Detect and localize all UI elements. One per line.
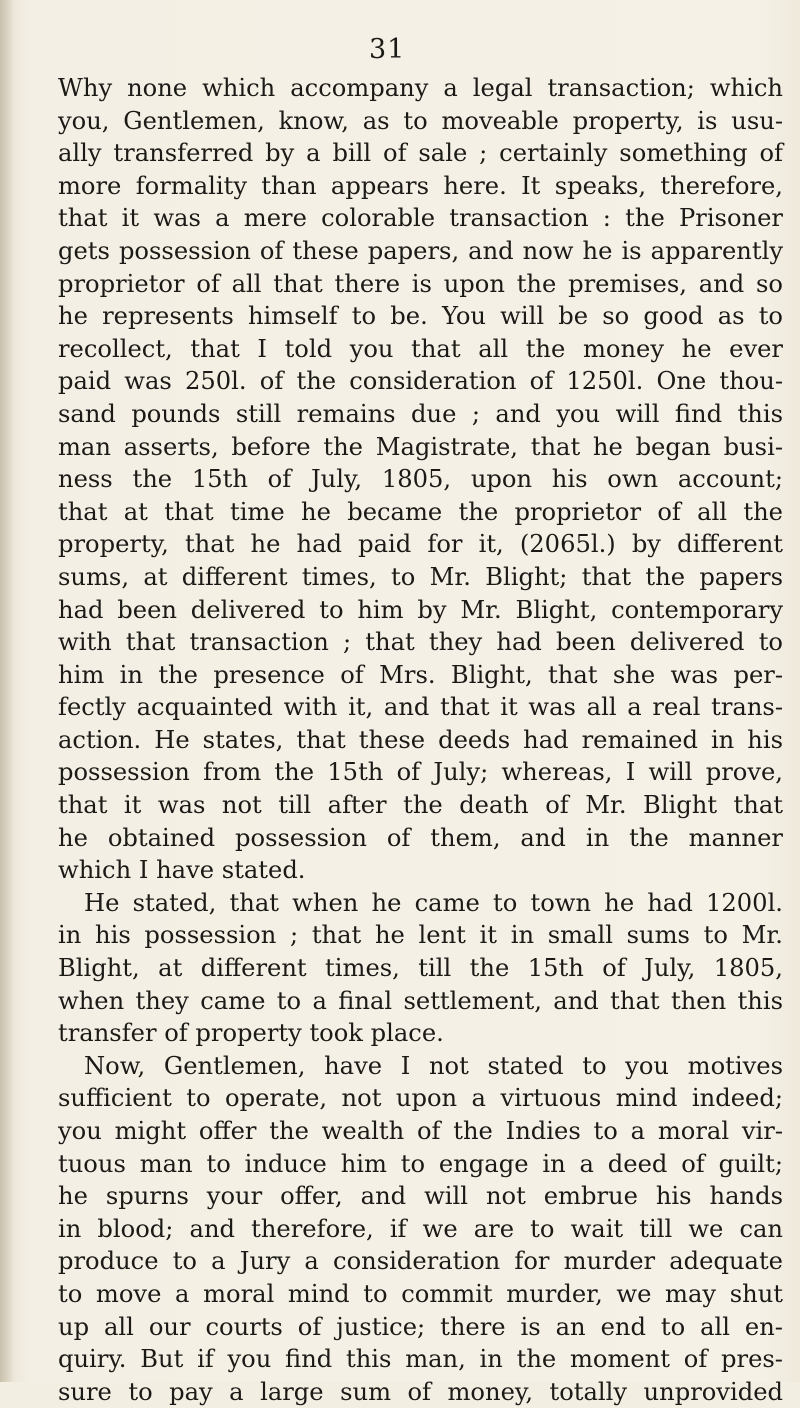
- text-line: gets possession of these papers, and now he is apparently: [58, 236, 783, 265]
- text-line: he represents himself to be. You will be so good as to: [58, 302, 783, 331]
- page-number: 31: [369, 34, 406, 65]
- text-line: property, that he had paid for it, (2065l.) by different: [58, 530, 783, 559]
- text-line: sure to pay a large sum of money, totally unprovided: [58, 1377, 783, 1406]
- body-text: [58, 72, 783, 1408]
- text-line: that at that time he became the proprietor of all the: [58, 497, 783, 526]
- text-line: more formality than appears here. It speaks, therefore,: [58, 171, 783, 200]
- text-line: you might offer the wealth of the Indies to a moral vir-: [58, 1117, 783, 1145]
- text-line: you, Gentlemen, know, as to moveable property, is usu-: [58, 106, 783, 135]
- text-line: paid was 250l. of the consideration of 1250l. One thou-: [58, 367, 783, 396]
- text-line: he spurns your offer, and will not embrue his hands: [58, 1182, 783, 1211]
- text-line: to move a moral mind to commit murder, we may shut: [58, 1279, 783, 1308]
- text-line: proprietor of all that there is upon the premises, and so: [58, 269, 783, 298]
- text-line: ness the 15th of July, 1805, upon his own account;: [58, 465, 783, 494]
- text-line: him in the presence of Mrs. Blight, that she was per-: [58, 660, 783, 689]
- text-line: tuous man to induce him to engage in a deed of guilt;: [58, 1149, 783, 1178]
- text-line: had been delivered to him by Mr. Blight, contemporary: [58, 595, 783, 624]
- text-line: ally transferred by a bill of sale ; certainly something of: [58, 139, 783, 168]
- text-line: possession from the 15th of July; whereas, I will prove,: [58, 758, 783, 787]
- text-line: He stated, that when he came to town he had 1200l.: [84, 888, 783, 917]
- text-line: up all our courts of justice; there is an end to all en-: [58, 1312, 783, 1341]
- page-binding-edge: [0, 0, 14, 1382]
- text-line: Why none which accompany a legal transaction; which: [58, 74, 783, 102]
- text-line: man asserts, before the Magistrate, that he began busi-: [58, 432, 783, 461]
- text-line: recollect, that I told you that all the money he ever: [58, 334, 783, 363]
- text-line: sand pounds still remains due ; and you will find this: [58, 399, 783, 428]
- text-line: in blood; and therefore, if we are to wait till we can: [58, 1214, 783, 1243]
- text-line: that it was not till after the death of Mr. Blight that: [58, 791, 783, 820]
- text-line: that it was a mere colorable transaction : the Prisoner: [58, 204, 783, 233]
- text-line: when they came to a final settlement, and that then this: [58, 986, 783, 1015]
- text-line: he obtained possession of them, and in the manner: [58, 823, 783, 852]
- text-line: action. He states, that these deeds had remained in his: [58, 725, 783, 754]
- text-line: in his possession ; that he lent it in small sums to Mr.: [58, 921, 783, 950]
- text-line: which I have stated.: [58, 856, 306, 885]
- text-line: Now, Gentlemen, have I not stated to you motives: [84, 1051, 783, 1080]
- text-line: transfer of property took place.: [58, 1019, 444, 1048]
- text-line: Blight, at different times, till the 15th of July, 1805,: [58, 954, 783, 983]
- text-line: sufficient to operate, not upon a virtuous mind indeed;: [58, 1084, 783, 1113]
- text-line: sums, at different times, to Mr. Blight; that the papers: [58, 562, 783, 591]
- text-line: quiry. But if you find this man, in the moment of pres-: [58, 1345, 783, 1374]
- text-line: with that transaction ; that they had been delivered to: [58, 628, 783, 657]
- text-line: fectly acquainted with it, and that it was all a real trans-: [58, 693, 783, 722]
- text-line: produce to a Jury a consideration for murder adequate: [58, 1247, 783, 1276]
